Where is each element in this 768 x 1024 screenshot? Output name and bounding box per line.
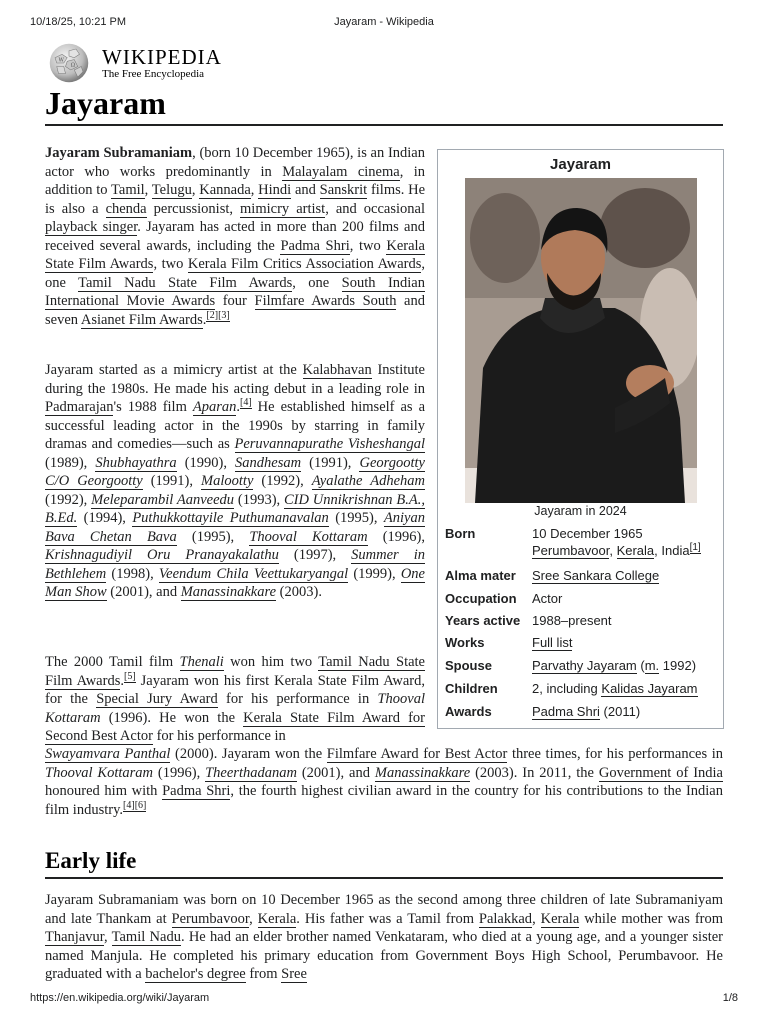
- link-kerala[interactable]: Kerala: [616, 543, 655, 558]
- page-title: Jayaram: [45, 85, 166, 121]
- link-thanjavur[interactable]: Thanjavur: [45, 929, 105, 945]
- section-divider: [45, 877, 723, 879]
- title-divider: [45, 124, 723, 126]
- born-place: Perumbavoor, Kerala, India[1]: [532, 541, 701, 558]
- ref-1[interactable]: [1]: [689, 541, 701, 553]
- link-georgootty[interactable]: Georgootty C/O Georgootty: [45, 454, 425, 489]
- lead-paragraph-3-continued: Swayamvara Panthal (2000). Jayaram won the Filmfare Award for Best Actor three times, for his performances in Thooval Kottaram (1996), Theerthadanam (2001), and Manassinakkare (2003). In 2011, the Government of India honoured him with Padma Shri, the fourth highest civilian award in the country for his contributions to the Indian film industry.[4][6]: [45, 746, 724, 818]
- ref-2[interactable]: [2]: [206, 309, 219, 321]
- link-summer-in-bethlehem[interactable]: Summer in Bethlehem: [45, 547, 425, 582]
- link-meleparambil[interactable]: Meleparambil Aanveedu: [91, 491, 235, 508]
- infobox: [437, 149, 724, 729]
- wikipedia-globe-icon: [45, 42, 93, 84]
- link-filmfare-best-actor[interactable]: Filmfare Award for Best Actor: [326, 746, 508, 762]
- link-puthukkottayile[interactable]: Puthukkottayile Puthumanavalan: [132, 510, 329, 526]
- infobox-label-years-active: Years active: [445, 613, 521, 628]
- link-malayalam-cinema[interactable]: Malayalam cinema: [282, 163, 400, 180]
- link-married-abbr[interactable]: m.: [644, 658, 660, 673]
- link-shubhayathra[interactable]: Shubhayathra: [95, 454, 177, 471]
- early-life-paragraph: Jayaram Subramaniam was born on 10 December 1965 as the second among three children of late Subramaniyam and late Thankam at Perumbavoor, Kerala. His father was a Tamil from Palakkad, Kerala while mother was from Thanjavur, Tamil Nadu. He had an elder brother named Venkataram, who died at a young age, and a younger sister named Manjula. He completed his primary education from Government Boys High School, Perumbavoor. He graduated with a bachelor's degree from Sree: [45, 892, 724, 982]
- link-kerala-state-film-award[interactable]: Kerala State Film Award for Second Best Actor: [45, 709, 425, 744]
- ref-6[interactable]: [6]: [134, 799, 147, 811]
- infobox-title: Jayaram: [550, 156, 611, 173]
- link-telugu[interactable]: Telugu: [151, 182, 192, 198]
- link-perumbavoor[interactable]: Perumbavoor: [532, 543, 610, 558]
- infobox-photo-caption: Jayaram in 2024: [534, 504, 627, 518]
- print-datetime: 10/18/25, 10:21 PM: [30, 16, 127, 28]
- infobox-row-awards: [445, 704, 718, 726]
- link-thooval-kottaram[interactable]: Thooval Kottaram: [249, 528, 368, 545]
- wikipedia-logo[interactable]: [45, 42, 265, 84]
- ref-4[interactable]: [4]: [240, 397, 252, 409]
- link-malootty[interactable]: Malootty: [201, 473, 254, 489]
- link-palakkad[interactable]: Palakkad: [478, 910, 533, 927]
- link-tamil[interactable]: Tamil: [111, 182, 145, 198]
- infobox-row-years-active: [445, 613, 718, 635]
- link-theerthadanam[interactable]: Theerthadanam: [205, 764, 297, 781]
- wikipedia-wordmark: WIKIPEDIA: [102, 45, 222, 69]
- link-bachelors-degree[interactable]: bachelor's degree: [145, 966, 246, 982]
- link-tamil-nadu-state-film-awards[interactable]: Tamil Nadu State Film Awards: [78, 274, 293, 291]
- link-one-man-show[interactable]: One Man Show: [45, 565, 425, 600]
- link-padma-shri-2[interactable]: Padma Shri: [162, 783, 231, 799]
- infobox-label-occupation: Occupation: [445, 591, 517, 606]
- children-count: 2, including: [532, 681, 598, 696]
- link-hindi[interactable]: Hindi: [258, 182, 292, 198]
- link-cid-unnikrishnan[interactable]: CID Unnikrishnan B.A., B.Ed.: [45, 491, 425, 526]
- link-kerala-3[interactable]: Kerala: [540, 910, 580, 927]
- link-kannada[interactable]: Kannada: [199, 182, 251, 198]
- link-kerala-state-film-awards[interactable]: Kerala State Film Awards: [45, 237, 425, 272]
- link-parvathy-jayaram[interactable]: Parvathy Jayaram: [532, 658, 637, 673]
- svg-text:Ω: Ω: [70, 62, 76, 69]
- link-chenda[interactable]: chenda: [105, 200, 147, 217]
- link-thenali[interactable]: Thenali: [179, 654, 224, 670]
- print-footer: [30, 992, 738, 1006]
- link-tamil-nadu[interactable]: Tamil Nadu: [111, 929, 181, 945]
- link-playback-singer[interactable]: playback singer: [45, 219, 138, 235]
- link-padma-shri-infobox[interactable]: Padma Shri: [532, 704, 600, 719]
- infobox-value-years-active: 1988–present: [532, 613, 612, 628]
- print-page-number: 1/8: [722, 992, 738, 1004]
- link-sree[interactable]: Sree: [281, 966, 307, 982]
- portrait-image: [465, 178, 697, 503]
- link-swayamvara-panthal[interactable]: Swayamvara Panthal: [45, 746, 171, 762]
- link-aparan[interactable]: Aparan: [192, 399, 237, 415]
- print-url: https://en.wikipedia.org/wiki/Jayaram: [30, 992, 210, 1004]
- link-manassinakkare-2[interactable]: Manassinakkare: [374, 764, 471, 781]
- link-peruvannapurathe[interactable]: Peruvannapurathe Visheshangal: [234, 436, 425, 452]
- infobox-row-born: [445, 526, 718, 566]
- link-sree-sankara-college[interactable]: Sree Sankara College: [532, 568, 660, 583]
- link-kalidas-jayaram[interactable]: Kalidas Jayaram: [601, 681, 698, 696]
- link-aniyan-bava[interactable]: Aniyan Bava Chetan Bava: [45, 510, 425, 545]
- infobox-label-awards: Awards: [445, 704, 492, 719]
- link-sanskrit[interactable]: Sanskrit: [319, 182, 368, 198]
- link-filmfare-awards-south[interactable]: Filmfare Awards South: [254, 293, 397, 309]
- born-date: 10 December 1965: [532, 526, 643, 541]
- print-tab-title: Jayaram - Wikipedia: [334, 16, 434, 28]
- link-asianet-film-awards[interactable]: Asianet Film Awards: [80, 311, 203, 328]
- link-mimicry-artist[interactable]: mimicry artist: [240, 200, 326, 217]
- infobox-label-works: Works: [445, 635, 485, 650]
- infobox-photo[interactable]: [465, 178, 697, 503]
- infobox-row-alma-mater: [445, 568, 718, 590]
- link-full-list[interactable]: Full list: [532, 635, 573, 650]
- link-veendum-chila[interactable]: Veendum Chila Veettukaryangal: [158, 565, 349, 582]
- infobox-value-born: [532, 526, 718, 558]
- link-krishnagudiyil[interactable]: Krishnagudiyil Oru Pranayakalathu: [45, 547, 279, 563]
- infobox-label-spouse: Spouse: [445, 658, 492, 673]
- print-header: [30, 16, 738, 30]
- infobox-label-born: Born: [445, 526, 476, 541]
- link-south-indian-international[interactable]: South Indian International Movie Awards: [45, 274, 425, 309]
- lead-paragraph-1: Jayaram Subramaniam, (born 10 December 1965), is an Indian actor who works predominantly in Malayalam cinema, in addition to Tamil, Telugu, Kannada, Hindi and Sanskrit films. He is also a chenda percussionist, mimicry artist, and occasional playback singer. Jayaram has acted in more than 200 films and received several awards, including the Padma Shri, two Kerala State Film Awards, two Kerala Film Critics Association Awards, one Tamil Nadu State Film Awards, one South Indian International Movie Awards four Filmfare Awards South and seven Asianet Film Awards.[2][3]: [45, 145, 426, 328]
- link-kalabhavan[interactable]: Kalabhavan: [302, 362, 372, 378]
- lead-paragraph-3: The 2000 Tamil film Thenali won him two Tamil Nadu State Film Awards.[5] Jayaram won his first Kerala State Film Award, for the Special Jury Award for his performance in Thooval Kottaram (1996). He won the Kerala State Film Award for Second Best Actor for his performance in: [45, 654, 425, 744]
- link-padmarajan[interactable]: Padmarajan: [45, 399, 114, 415]
- link-government-of-india[interactable]: Government of India: [598, 764, 723, 781]
- link-ayalathe-adheham[interactable]: Ayalathe Adheham: [311, 473, 425, 489]
- wikipedia-tagline: The Free Encyclopedia: [102, 68, 205, 80]
- infobox-label-alma-mater: Alma mater: [445, 568, 516, 583]
- ref-5[interactable]: [5]: [123, 670, 136, 682]
- link-kerala-2[interactable]: Kerala: [257, 910, 297, 927]
- link-perumbavoor-2[interactable]: Perumbavoor: [171, 910, 250, 927]
- infobox-row-children: [445, 681, 718, 703]
- link-kerala-film-critics[interactable]: Kerala Film Critics Association Awards: [187, 256, 422, 272]
- born-country: India: [661, 543, 690, 558]
- link-manassinakkare[interactable]: Manassinakkare: [180, 584, 277, 600]
- link-sandhesam[interactable]: Sandhesam: [235, 454, 302, 471]
- lead-paragraph-2: Jayaram started as a mimicry artist at the Kalabhavan Institute during the 1980s. He made his acting debut in a leading role in Padmarajan's 1988 film Aparan.[4] He established himself as a successful leading actor in the 1990s by starring in family dramas and comedies—such as Peruvannapurathe Visheshangal (1989), Shubhayathra (1990), Sandhesam (1991), Georgootty C/O Georgootty (1991), Malootty (1992), Ayalathe Adheham (1992), Meleparambil Aanveedu (1993), CID Unnikrishnan B.A., B.Ed. (1994), Puthukkottayile Puthumanavalan (1995), Aniyan Bava Chetan Bava (1995), Thooval Kottaram (1996), Krishnagudiyil Oru Pranayakalathu (1997), Summer in Bethlehem (1998), Veendum Chila Veettukaryangal (1999), One Man Show (2001), and Manassinakkare (2003).: [45, 362, 426, 600]
- section-heading-early-life: Early life: [45, 848, 137, 873]
- infobox-row-spouse: Spouse Parvathy Jayaram (m. 1992): [445, 658, 697, 673]
- infobox-label-children: Children: [445, 681, 498, 696]
- link-tamil-nadu-state-film-awards-2[interactable]: Tamil Nadu State Film Awards: [45, 654, 425, 689]
- link-special-jury-award[interactable]: Special Jury Award: [96, 691, 218, 707]
- infobox-row-occupation: [445, 591, 718, 613]
- link-padma-shri[interactable]: Padma Shri: [280, 237, 350, 254]
- infobox-row-works: [445, 635, 718, 657]
- infobox-value-occupation: Actor: [532, 591, 563, 606]
- spouse-year: 1992: [662, 658, 692, 673]
- ref-3[interactable]: [3]: [218, 309, 230, 321]
- awards-year: (2011): [603, 704, 641, 719]
- ref-4b[interactable]: [4]: [123, 799, 135, 811]
- svg-text:W: W: [58, 57, 64, 64]
